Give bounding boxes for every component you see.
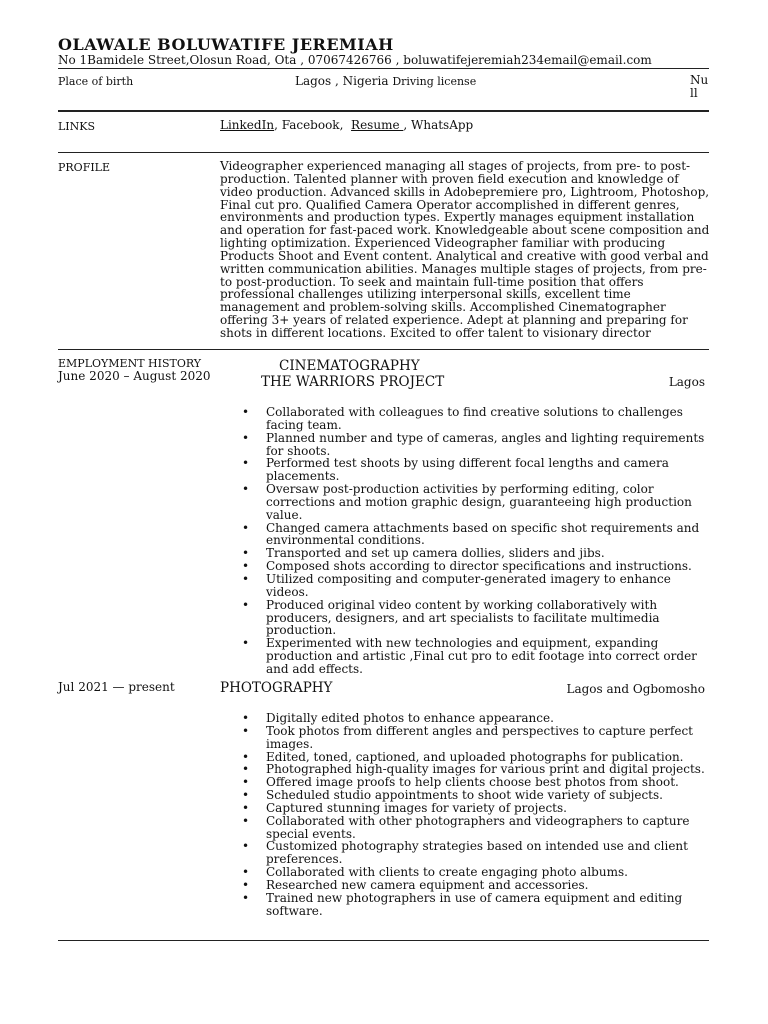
list-item: • Trained new photographers in use of camera equipment and editing software. bbox=[266, 892, 712, 918]
whatsapp-text: , WhatsApp bbox=[403, 118, 474, 132]
driving-license-value-line2: ll bbox=[690, 86, 698, 100]
list-item: • Collaborated with clients to create engaging photo albums. bbox=[266, 866, 712, 879]
job-location: Lagos and Ogbomosho bbox=[566, 682, 705, 696]
list-item: • Transported and set up camera dollies, sliders and jibs. bbox=[266, 547, 712, 560]
list-item: • Changed camera attachments based on specific shot requirements and environmental conditions. bbox=[266, 522, 712, 548]
list-item: • Planned number and type of cameras, angles and lighting requirements for shoots. bbox=[266, 432, 712, 458]
job-dates: June 2020 – August 2020 bbox=[58, 369, 211, 383]
driving-license-value bbox=[690, 74, 708, 100]
list-item: • Experimented with new technologies and equipment, expanding production and artistic ,Final cut pro to edit footage into correct order and add effects. bbox=[266, 637, 712, 676]
list-item: • Took photos from different angles and perspectives to capture perfect images. bbox=[266, 725, 712, 751]
resume-name: OLAWALE BOLUWATIFE JEREMIAH bbox=[58, 35, 394, 54]
facebook-text: , Facebook, bbox=[274, 118, 344, 132]
resume-link[interactable]: Resume bbox=[351, 118, 404, 132]
list-item: • Photographed high-quality images for various print and digital projects. bbox=[266, 763, 712, 776]
list-item: • Scheduled studio appointments to shoot wide variety of subjects. bbox=[266, 789, 712, 802]
list-item: • Edited, toned, captioned, and uploaded photographs for publication. bbox=[266, 751, 712, 764]
divider bbox=[58, 152, 709, 153]
list-item: • Customized photography strategies based on intended use and client preferences. bbox=[266, 840, 712, 866]
job-employer: THE WARRIORS PROJECT bbox=[261, 374, 445, 390]
divider bbox=[58, 940, 709, 941]
place-of-birth-label: Place of birth bbox=[58, 75, 134, 88]
divider bbox=[58, 110, 709, 112]
job-title: PHOTOGRAPHY bbox=[220, 680, 333, 696]
driving-license-label: Driving license bbox=[392, 75, 477, 88]
links-row bbox=[220, 118, 473, 132]
job-bullet-list bbox=[266, 406, 712, 676]
linkedin-link[interactable]: LinkedIn bbox=[220, 118, 275, 132]
links-label: LINKS bbox=[58, 120, 96, 133]
list-item: • Researched new camera equipment and accessories. bbox=[266, 879, 712, 892]
divider bbox=[58, 68, 709, 69]
job-bullet-list bbox=[266, 712, 712, 918]
place-of-birth-text: Lagos , Nigeria bbox=[295, 74, 389, 88]
job-dates: Jul 2021 — present bbox=[58, 680, 175, 694]
driving-license-value-line1: Nu bbox=[690, 73, 709, 87]
list-item: • Collaborated with colleagues to find creative solutions to challenges facing team. bbox=[266, 406, 712, 432]
list-item: • Offered image proofs to help clients choose best photos from shoot. bbox=[266, 776, 712, 789]
contact-line: No 1Bamidele Street,Olosun Road, Ota , 07067426766 , boluwatifejeremiah234email@email.com bbox=[58, 53, 652, 67]
job-title: CINEMATOGRAPHY bbox=[279, 358, 420, 374]
list-item: • Oversaw post-production activities by performing editing, color corrections and motion graphic design, guaranteeing high production value. bbox=[266, 483, 712, 522]
list-item: • Collaborated with other photographers and videographers to capture special events. bbox=[266, 815, 712, 841]
list-item: • Composed shots according to director specifications and instructions. bbox=[266, 560, 712, 573]
job-location: Lagos bbox=[668, 375, 705, 389]
profile-label: PROFILE bbox=[58, 161, 111, 174]
list-item: • Performed test shoots by using different focal lengths and camera placements. bbox=[266, 457, 712, 483]
profile-text: Videographer experienced managing all stages of projects, from pre- to post-production. Talented planner with proven field execution and knowledge of video production. Advanced skills in Adobepremiere pro, Lightroom, Photoshop, Final cut pro. Qualified Camera Operator accomplished in different genres, environments and production types. Expertly manages equipment installation and operation for fast-paced work. Knowledgeable about scene composition and lighting optimization. Experienced Videographer familiar with producing Products Shoot and Event content. Analytical and creative with good verbal and written communication abilities. Manages multiple stages of projects, from pre- to post-production. To seek and maintain full-time position that offers professional challenges utilizing interpersonal skills, excellent time management and problem-solving skills. Accomplished Cinematographer offering 3+ years of related experience. Adept at planning and preparing for shots in different locations. Excited to offer talent to visionary director bbox=[220, 159, 710, 340]
list-item: • Captured stunning images for variety of projects. bbox=[266, 802, 712, 815]
list-item: • Digitally edited photos to enhance appearance. bbox=[266, 712, 712, 725]
list-item: • Utilized compositing and computer-generated imagery to enhance videos. bbox=[266, 573, 712, 599]
employment-history-label: EMPLOYMENT HISTORY bbox=[58, 357, 202, 370]
place-of-birth-value bbox=[295, 74, 476, 88]
divider bbox=[58, 349, 709, 350]
list-item: • Produced original video content by working collaboratively with producers, designers, and art specialists to facilitate multimedia production. bbox=[266, 599, 712, 638]
